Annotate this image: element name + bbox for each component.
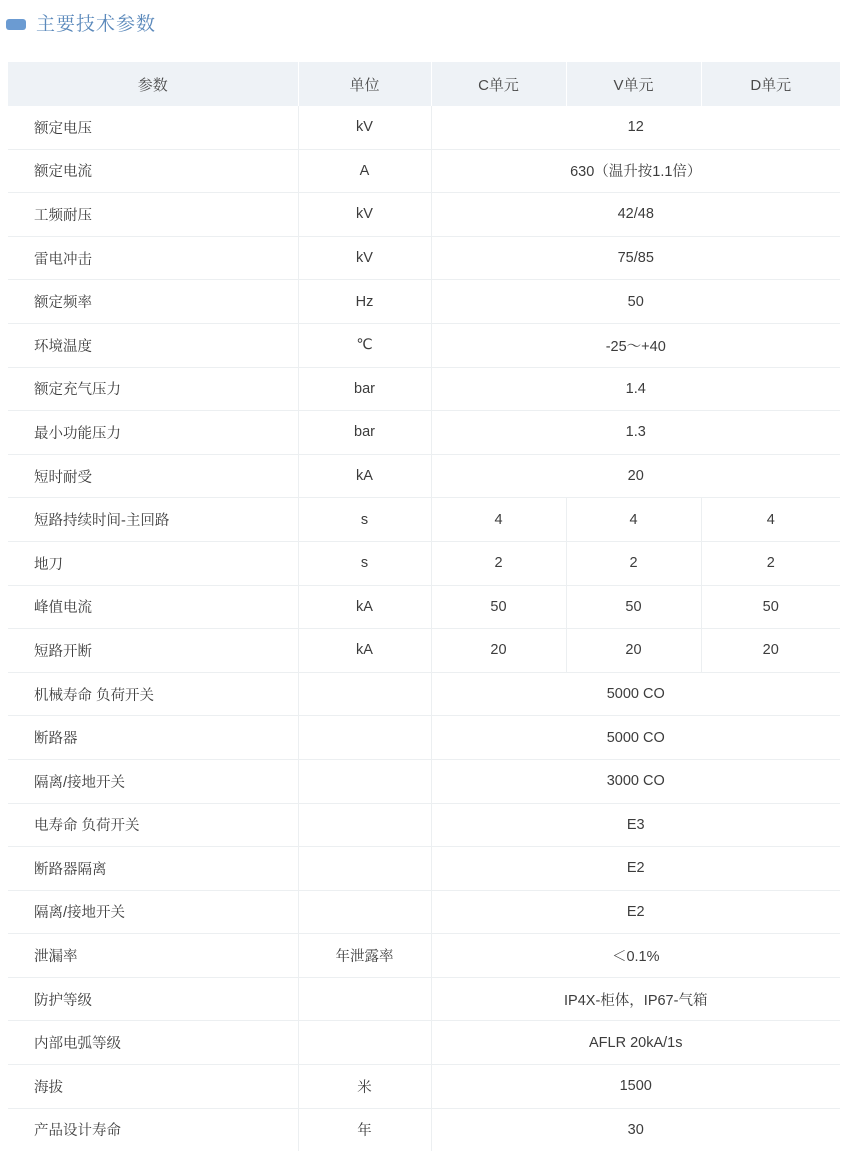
- cell-unit: kV: [298, 106, 431, 149]
- cell-value-d: 4: [701, 498, 840, 542]
- cell-value-c: 4: [431, 498, 566, 542]
- cell-value-v: 2: [566, 541, 701, 585]
- table-row: [8, 1108, 840, 1151]
- cell-parameter: 断路器隔离: [8, 847, 298, 891]
- cell-unit: [298, 1021, 431, 1065]
- cell-value: 3000 CO: [431, 759, 840, 803]
- cell-parameter: 额定电流: [8, 149, 298, 193]
- page-title: 主要技术参数: [36, 13, 157, 35]
- cell-parameter: 产品设计寿命: [8, 1108, 298, 1151]
- cell-value: 1.3: [431, 411, 840, 455]
- table-row: [8, 977, 840, 1021]
- table-row: [8, 541, 840, 585]
- cell-parameter: 工频耐压: [8, 193, 298, 237]
- cell-value: 1.4: [431, 367, 840, 411]
- cell-parameter: 额定充气压力: [8, 367, 298, 411]
- table-row: [8, 803, 840, 847]
- cell-value: E2: [431, 890, 840, 934]
- cell-value-c: 2: [431, 541, 566, 585]
- cell-parameter: 地刀: [8, 541, 298, 585]
- cell-value-c: 50: [431, 585, 566, 629]
- cell-parameter: 额定频率: [8, 280, 298, 324]
- cell-parameter: 短时耐受: [8, 454, 298, 498]
- cell-value: 20: [431, 454, 840, 498]
- table-header-row: [8, 62, 840, 106]
- table-row: [8, 280, 840, 324]
- table-header: [8, 62, 840, 106]
- cell-value: 12: [431, 106, 840, 149]
- cell-value: -25～+40: [431, 323, 840, 367]
- cell-unit: bar: [298, 367, 431, 411]
- cell-value: 50: [431, 280, 840, 324]
- column-header-c-unit: C单元: [431, 62, 566, 106]
- column-header-v-unit: V单元: [566, 62, 701, 106]
- cell-parameter: 泄漏率: [8, 934, 298, 978]
- cell-unit: [298, 759, 431, 803]
- cell-unit: s: [298, 541, 431, 585]
- cell-unit: [298, 716, 431, 760]
- cell-parameter: 短路开断: [8, 629, 298, 673]
- table-row: [8, 367, 840, 411]
- cell-value: E2: [431, 847, 840, 891]
- table-row: [8, 585, 840, 629]
- table-row: [8, 716, 840, 760]
- table-row: [8, 454, 840, 498]
- table-row: [8, 934, 840, 978]
- cell-unit: [298, 803, 431, 847]
- column-header-unit: 单位: [298, 62, 431, 106]
- table-row: [8, 236, 840, 280]
- cell-value: AFLR 20kA/1s: [431, 1021, 840, 1065]
- table-row: [8, 193, 840, 237]
- cell-value: 1500: [431, 1065, 840, 1109]
- cell-parameter: 短路持续时间-主回路: [8, 498, 298, 542]
- table-row: [8, 629, 840, 673]
- cell-value: 42/48: [431, 193, 840, 237]
- cell-parameter: 额定电压: [8, 106, 298, 149]
- cell-value: IP4X-柜体，IP67-气箱: [431, 977, 840, 1021]
- table-row: [8, 323, 840, 367]
- cell-unit: kA: [298, 454, 431, 498]
- table-row: [8, 890, 840, 934]
- column-header-d-unit: D单元: [701, 62, 840, 106]
- cell-parameter: 海拔: [8, 1065, 298, 1109]
- cell-parameter: 防护等级: [8, 977, 298, 1021]
- column-header-param: 参数: [8, 62, 298, 106]
- cell-parameter: 断路器: [8, 716, 298, 760]
- cell-value-c: 20: [431, 629, 566, 673]
- cell-parameter: 环境温度: [8, 323, 298, 367]
- cell-unit: kV: [298, 193, 431, 237]
- cell-unit: Hz: [298, 280, 431, 324]
- cell-unit: kA: [298, 585, 431, 629]
- cell-value-d: 20: [701, 629, 840, 673]
- spec-table-wrapper: [0, 40, 848, 1151]
- table-row: [8, 1065, 840, 1109]
- cell-unit: kA: [298, 629, 431, 673]
- cell-unit: bar: [298, 411, 431, 455]
- cell-unit: [298, 977, 431, 1021]
- cell-value-v: 4: [566, 498, 701, 542]
- cell-value-d: 2: [701, 541, 840, 585]
- table-row: [8, 498, 840, 542]
- cell-value-v: 20: [566, 629, 701, 673]
- cell-unit: 年: [298, 1108, 431, 1151]
- table-row: [8, 847, 840, 891]
- table-row: [8, 759, 840, 803]
- table-row: [8, 411, 840, 455]
- cell-parameter: 内部电弧等级: [8, 1021, 298, 1065]
- cell-parameter: 隔离/接地开关: [8, 759, 298, 803]
- cell-value: 5000 CO: [431, 672, 840, 716]
- table-row: [8, 149, 840, 193]
- cell-parameter: 峰值电流: [8, 585, 298, 629]
- cell-unit: 米: [298, 1065, 431, 1109]
- section-header: [0, 0, 848, 40]
- cell-unit: [298, 890, 431, 934]
- cell-parameter: 机械寿命 负荷开关: [8, 672, 298, 716]
- cell-parameter: 隔离/接地开关: [8, 890, 298, 934]
- cell-unit: A: [298, 149, 431, 193]
- cell-value: 75/85: [431, 236, 840, 280]
- cell-value: 5000 CO: [431, 716, 840, 760]
- cell-unit: ℃: [298, 323, 431, 367]
- cell-parameter: 电寿命 负荷开关: [8, 803, 298, 847]
- section-marker-icon: [6, 19, 26, 30]
- table-row: [8, 106, 840, 149]
- cell-value: E3: [431, 803, 840, 847]
- cell-value: ＜0.1%: [431, 934, 840, 978]
- cell-parameter: 最小功能压力: [8, 411, 298, 455]
- cell-parameter: 雷电冲击: [8, 236, 298, 280]
- cell-value: 630（温升按1.1倍）: [431, 149, 840, 193]
- table-body: [8, 106, 840, 1151]
- cell-unit: kV: [298, 236, 431, 280]
- cell-value: 30: [627, 1121, 644, 1138]
- cell-value-v: 50: [566, 585, 701, 629]
- cell-unit: 年泄露率: [298, 934, 431, 978]
- table-row: [8, 1021, 840, 1065]
- cell-value-d: 50: [701, 585, 840, 629]
- technical-parameters-table: [8, 62, 840, 1151]
- cell-unit: [298, 672, 431, 716]
- cell-unit: s: [298, 498, 431, 542]
- table-row: [8, 672, 840, 716]
- cell-unit: [298, 847, 431, 891]
